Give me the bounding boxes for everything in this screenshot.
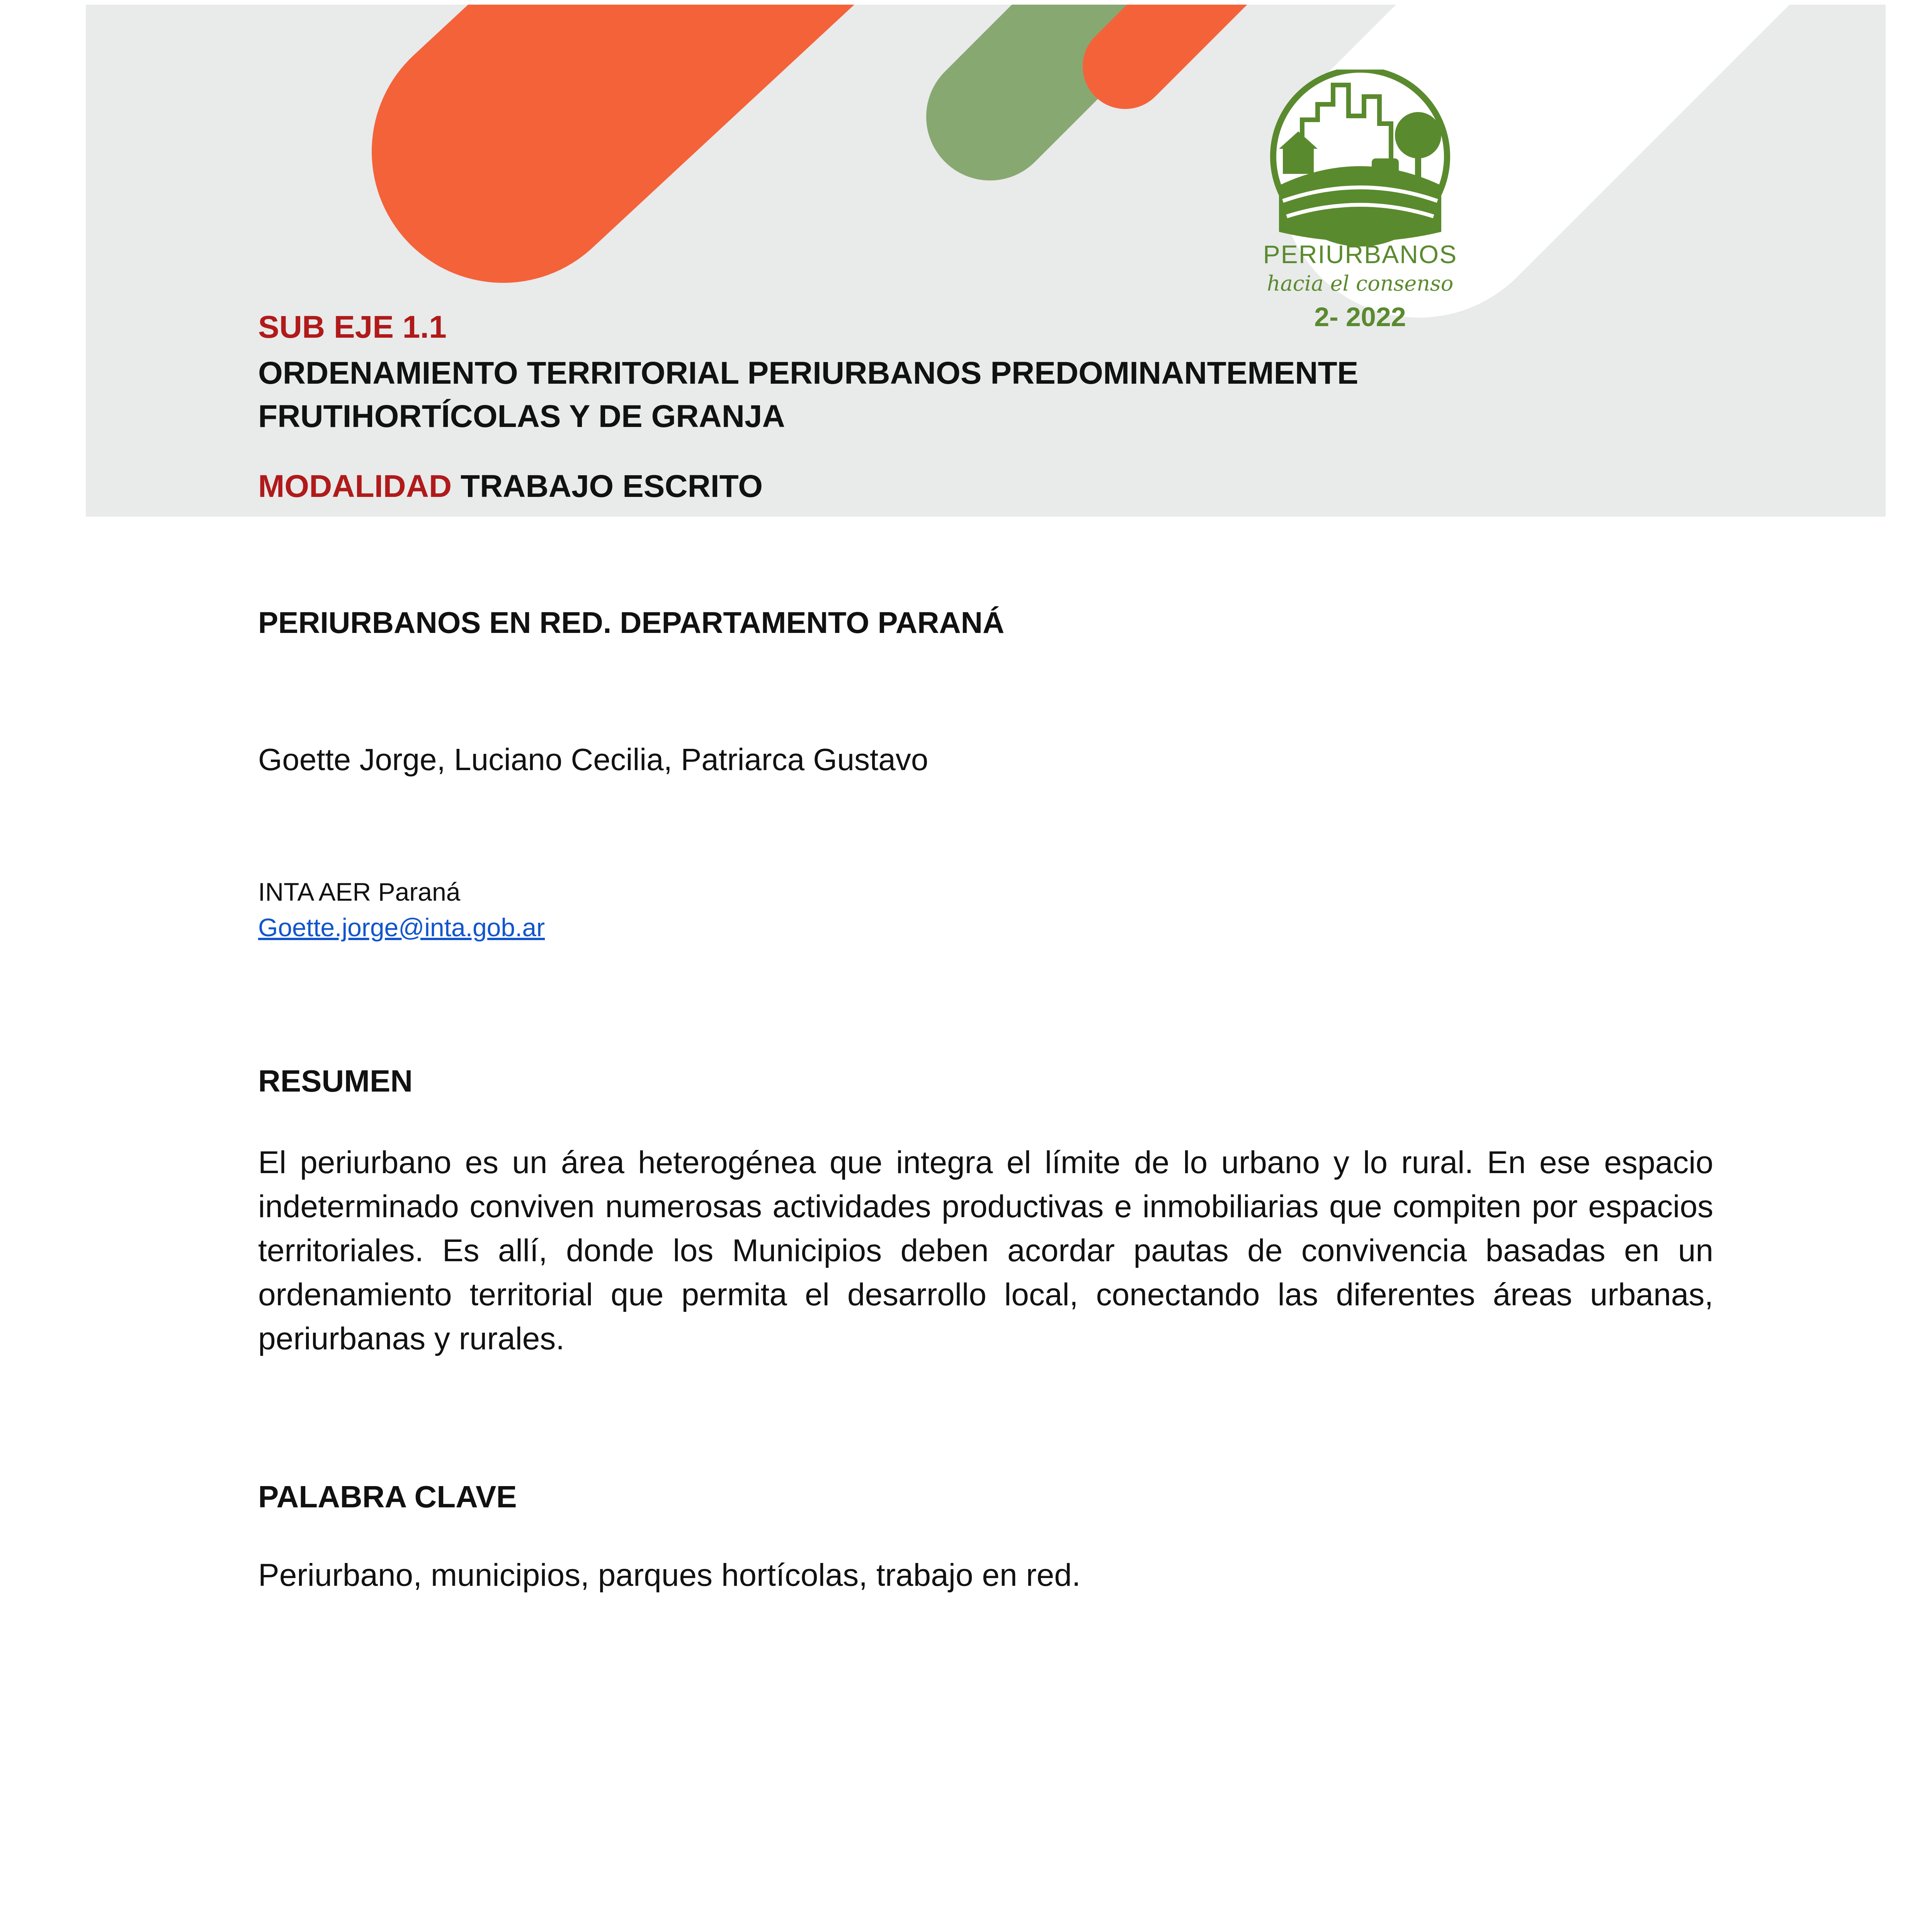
author-email-link[interactable]: Goette.jorge@inta.gob.ar <box>258 913 545 942</box>
resumen-heading: RESUMEN <box>258 1064 413 1098</box>
affiliation: INTA AER Paraná <box>258 878 461 906</box>
logo-tagline: hacia el consenso <box>1267 271 1454 296</box>
modalidad-label: MODALIDAD <box>258 469 452 504</box>
palabra-clave-heading: PALABRA CLAVE <box>258 1480 517 1514</box>
logo-year: 2- 2022 <box>1314 302 1406 332</box>
sub-eje-label: SUB EJE 1.1 <box>258 310 447 345</box>
header-band <box>86 5 1886 517</box>
modalidad-line <box>258 468 763 505</box>
header-decoration <box>86 5 1886 517</box>
palabra-clave-body: Periurbano, municipios, parques hortícolas, trabajo en red. <box>258 1558 1081 1593</box>
orange-stripe-small <box>1125 5 1342 66</box>
sub-eje-title: ORDENAMIENTO TERRITORIAL PERIURBANOS PREDOMINANTEMENTE FRUTIHORTÍCOLAS Y DE GRANJA <box>258 355 1359 434</box>
paper-title: PERIURBANOS EN RED. DEPARTAMENTO PARANÁ <box>258 605 1005 639</box>
modalidad-value: TRABAJO ESCRITO <box>460 469 763 504</box>
authors: Goette Jorge, Luciano Cecilia, Patriarca Gustavo <box>258 742 929 777</box>
logo-title: PERIURBANOS <box>1263 240 1458 269</box>
periurbanos-logo-icon <box>1209 70 1511 340</box>
resumen-body: El periurbano es un área heterogénea que integra el límite de lo urbano y lo rural. En ese espacio indeterminado conviven numerosas actividades productivas e inmobiliarias que compiten por espacios territoriales. Es allí, donde los Municipios deben acordar pautas de convivencia basadas en un ordenamiento territorial que permita el desarrollo local, conectando las diferentes áreas urbanas, periurbanas y rurales. <box>258 1145 1713 1356</box>
